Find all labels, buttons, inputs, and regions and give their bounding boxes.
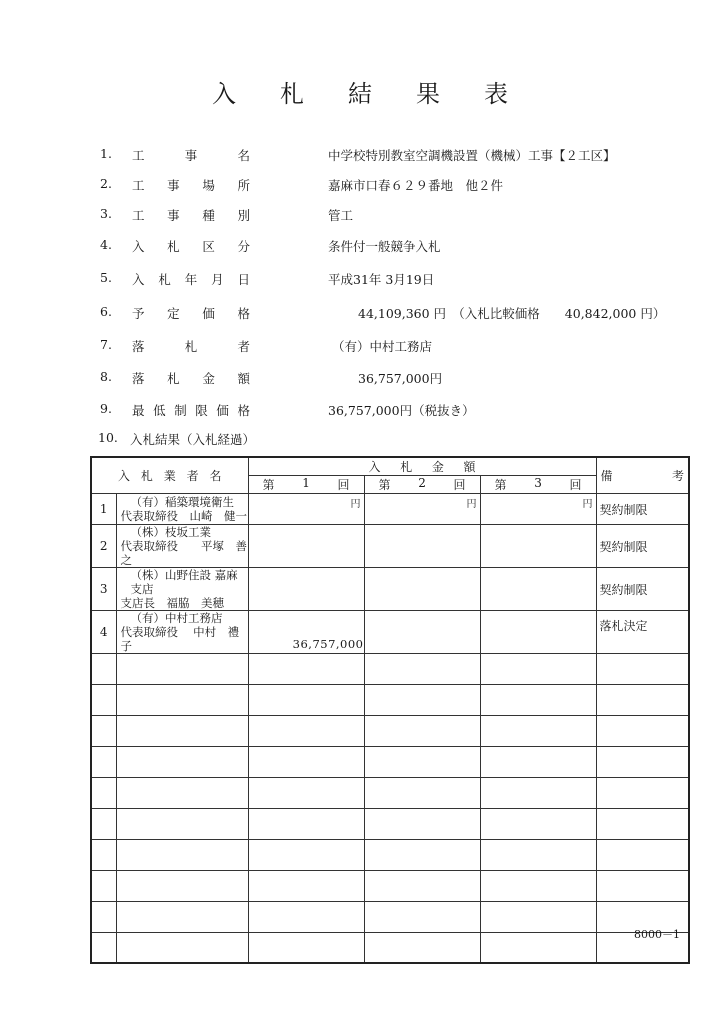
empty-cell (596, 747, 689, 778)
label-char: 限 (195, 403, 208, 418)
empty-cell (480, 871, 596, 902)
empty-row (91, 809, 689, 840)
label-char: 札 (158, 272, 171, 287)
row-number: 4 (91, 611, 116, 654)
empty-cell (248, 933, 364, 963)
empty-cell (364, 778, 480, 809)
info-number: 2. (100, 176, 112, 191)
info-value: 44,109,360 円 （入札比較価格 40,842,000 円） (358, 306, 666, 321)
bid-result-table (90, 456, 690, 964)
empty-cell (116, 902, 248, 933)
empty-cell (116, 840, 248, 871)
header-char: 1 (302, 476, 310, 490)
remarks: 契約制限 (596, 525, 689, 568)
empty-cell (91, 778, 116, 809)
info-value: （有）中村工務店 (332, 339, 433, 354)
remarks: 契約制限 (596, 494, 689, 525)
info-number: 4. (100, 237, 112, 252)
info-label (132, 176, 250, 194)
info-row-1 (100, 146, 700, 168)
label-char: 札 (167, 371, 180, 386)
empty-cell (91, 654, 116, 685)
table-row (91, 494, 689, 525)
empty-cell (91, 809, 116, 840)
bid-amount-round-1 (248, 568, 364, 611)
bid-amount-header (248, 457, 596, 476)
label-char: 事 (167, 208, 180, 223)
empty-cell (116, 716, 248, 747)
title-char: 果 (416, 80, 440, 108)
label-char: 定 (167, 306, 180, 321)
empty-cell (480, 716, 596, 747)
label-char: 工 (132, 148, 145, 163)
info-row-3 (100, 206, 700, 228)
label-char: 名 (237, 148, 250, 163)
bid-amount-round-1 (248, 525, 364, 568)
label-char: 金 (202, 371, 215, 386)
empty-cell (480, 685, 596, 716)
info-row-10 (100, 430, 700, 452)
empty-cell (364, 685, 480, 716)
table-row (91, 525, 689, 568)
row-number: 1 (91, 494, 116, 525)
label-char: 年 (184, 272, 198, 287)
round-header-3 (480, 476, 596, 494)
label-char: 所 (237, 178, 250, 193)
empty-cell (248, 685, 364, 716)
title-char: 札 (280, 80, 304, 108)
info-value: 中学校特別教室空調機設置（機械）工事【２工区】 (328, 148, 616, 163)
bid-amount-round-2 (364, 611, 480, 654)
label-char: 格 (237, 306, 250, 321)
bidder-company: （株）山野住設 嘉麻支店 (130, 568, 238, 596)
bid-amount-round-3 (480, 568, 596, 611)
empty-cell (248, 654, 364, 685)
info-number: 8. (100, 369, 112, 384)
info-value: 条件付一般競争入札 (328, 239, 441, 254)
row-number: 2 (91, 525, 116, 568)
yen-unit: 円 (582, 499, 593, 510)
bidder-name (116, 611, 248, 654)
label-char: 分 (237, 239, 250, 254)
empty-cell (480, 809, 596, 840)
info-row-5 (100, 270, 700, 292)
empty-cell (116, 809, 248, 840)
empty-cell (116, 747, 248, 778)
header-char: 3 (534, 476, 542, 490)
remarks-header (596, 457, 689, 494)
bid-amount-round-3 (480, 525, 596, 568)
info-row-8 (100, 369, 700, 391)
label-char: 最 (132, 403, 145, 418)
label-char: 入 (132, 272, 145, 287)
label-char: 事 (184, 148, 198, 163)
empty-cell (248, 840, 364, 871)
empty-cell (364, 654, 480, 685)
empty-cell (91, 840, 116, 871)
bidder-representative: 代表取締役 平塚 善之 (120, 539, 247, 567)
yen-unit: 円 (466, 499, 477, 510)
remarks: 落札決定 (596, 611, 689, 654)
empty-cell (91, 747, 116, 778)
bid-amount-round-2 (364, 525, 480, 568)
title-char: 入 (212, 80, 236, 108)
empty-cell (596, 840, 689, 871)
bid-amount-round-2 (364, 494, 480, 525)
bidder-name-header (91, 457, 248, 494)
label-char: 落 (132, 339, 145, 354)
label-char: 工 (132, 178, 145, 193)
label-char: 札 (184, 339, 198, 354)
empty-cell (116, 778, 248, 809)
empty-cell (91, 902, 116, 933)
empty-cell (248, 778, 364, 809)
info-label (132, 304, 250, 322)
bid-amount-round-1 (248, 611, 364, 654)
header-char: 第 (494, 478, 507, 492)
header-char: 札 (400, 460, 413, 474)
empty-cell (480, 933, 596, 963)
empty-row (91, 840, 689, 871)
document-title (0, 74, 720, 109)
info-row-2 (100, 176, 700, 198)
empty-row (91, 933, 689, 963)
empty-row (91, 902, 689, 933)
label-char: 工 (132, 208, 145, 223)
header-char: 金 (431, 460, 444, 474)
bidder-representative: 代表取締役 中村 禮子 (120, 625, 240, 653)
label-char: 低 (153, 403, 166, 418)
header-char: 額 (463, 460, 476, 474)
label-char: 日 (237, 272, 250, 287)
empty-cell (364, 809, 480, 840)
bidder-representative: 代表取締役 山崎 健一 (120, 509, 247, 523)
info-value: 管工 (328, 208, 354, 223)
header-char: 者 (186, 469, 199, 483)
empty-cell (116, 685, 248, 716)
remarks: 契約制限 (596, 568, 689, 611)
table-row (91, 568, 689, 611)
info-number: 6. (100, 304, 112, 319)
empty-cell (596, 871, 689, 902)
empty-cell (480, 654, 596, 685)
header-char: 入 (118, 469, 131, 483)
info-number: 10. (98, 430, 118, 445)
info-number: 5. (100, 270, 112, 285)
bid-amount-round-2 (364, 568, 480, 611)
empty-cell (364, 840, 480, 871)
header-char: 回 (453, 478, 466, 492)
bid-amount-round-3 (480, 611, 596, 654)
empty-row (91, 685, 689, 716)
header-char: 第 (378, 478, 391, 492)
empty-row (91, 654, 689, 685)
empty-cell (596, 809, 689, 840)
empty-cell (364, 716, 480, 747)
info-row-7 (100, 337, 700, 359)
label-char: 札 (167, 239, 180, 254)
title-char: 表 (484, 80, 508, 108)
empty-cell (480, 902, 596, 933)
empty-cell (596, 654, 689, 685)
empty-row (91, 871, 689, 902)
row-number: 3 (91, 568, 116, 611)
empty-cell (480, 840, 596, 871)
label-char: 者 (237, 339, 250, 354)
empty-cell (91, 871, 116, 902)
empty-cell (91, 685, 116, 716)
empty-cell (248, 747, 364, 778)
header-char: 札 (140, 469, 153, 483)
info-label (132, 401, 250, 419)
empty-cell (596, 716, 689, 747)
empty-cell (480, 747, 596, 778)
info-value: 36,757,000円 (358, 371, 443, 386)
bidder-representative: 支店長 福脇 美穂 (120, 596, 224, 610)
empty-cell (248, 809, 364, 840)
header-char: 考 (672, 469, 685, 483)
header-char: 2 (418, 476, 426, 490)
header-char: 業 (163, 469, 176, 483)
info-label (132, 369, 250, 387)
empty-cell (248, 871, 364, 902)
empty-cell (91, 716, 116, 747)
label-char: 価 (202, 306, 215, 321)
label-char: 区 (202, 239, 215, 254)
page-code: 8000－1 (634, 928, 680, 941)
info-value: 平成31年 3月19日 (328, 272, 435, 287)
empty-row (91, 716, 689, 747)
empty-cell (364, 933, 480, 963)
header-char: 名 (209, 469, 222, 483)
info-label (132, 206, 250, 224)
table-row (91, 611, 689, 654)
title-char: 結 (348, 80, 372, 108)
bidder-name (116, 525, 248, 568)
info-label (132, 270, 250, 288)
round-header-1 (248, 476, 364, 494)
empty-cell (116, 933, 248, 963)
bid-amount-round-1 (248, 494, 364, 525)
empty-cell (248, 716, 364, 747)
bidder-name (116, 568, 248, 611)
info-row-4 (100, 237, 700, 259)
empty-cell (364, 747, 480, 778)
label-char: 種 (202, 208, 215, 223)
bidder-company: （株）枝坂工業 (130, 525, 211, 539)
empty-cell (364, 871, 480, 902)
empty-cell (596, 778, 689, 809)
info-number: 9. (100, 401, 112, 416)
info-label (132, 337, 250, 355)
empty-cell (596, 685, 689, 716)
bid-amount-round-3 (480, 494, 596, 525)
info-label: 入札結果（入札経過） (130, 432, 256, 447)
info-number: 1. (100, 146, 112, 161)
info-label (132, 237, 250, 255)
header-char: 回 (569, 478, 582, 492)
empty-cell (116, 871, 248, 902)
yen-unit: 円 (350, 499, 361, 510)
info-row-9 (100, 401, 700, 423)
header-char: 回 (337, 478, 350, 492)
label-char: 落 (132, 371, 145, 386)
empty-cell (91, 933, 116, 963)
label-char: 額 (237, 371, 250, 386)
info-value: 嘉麻市口春６２９番地 他２件 (328, 178, 504, 193)
label-char: 制 (174, 403, 187, 418)
label-char: 格 (237, 403, 250, 418)
bidder-name (116, 494, 248, 525)
info-label (132, 146, 250, 164)
empty-cell (116, 654, 248, 685)
bidder-company: （有）稲築環境衛生 (130, 495, 234, 509)
label-char: 事 (167, 178, 180, 193)
info-number: 3. (100, 206, 112, 221)
info-value: 36,757,000円（税抜き） (328, 403, 475, 418)
round-header-2 (364, 476, 480, 494)
empty-row (91, 747, 689, 778)
empty-cell (364, 902, 480, 933)
empty-cell (248, 902, 364, 933)
info-number: 7. (100, 337, 112, 352)
bid-amount-value: 36,757,000 (292, 637, 364, 651)
label-char: 別 (237, 208, 250, 223)
header-char: 入 (368, 460, 381, 474)
label-char: 月 (211, 272, 224, 287)
bidder-company: （有）中村工務店 (130, 611, 223, 625)
header-char: 第 (262, 478, 275, 492)
label-char: 入 (132, 239, 145, 254)
header-char: 備 (600, 469, 613, 483)
label-char: 予 (132, 306, 145, 321)
info-row-6 (100, 304, 700, 326)
empty-cell (480, 778, 596, 809)
label-char: 価 (216, 403, 229, 418)
label-char: 場 (202, 178, 215, 193)
empty-row (91, 778, 689, 809)
